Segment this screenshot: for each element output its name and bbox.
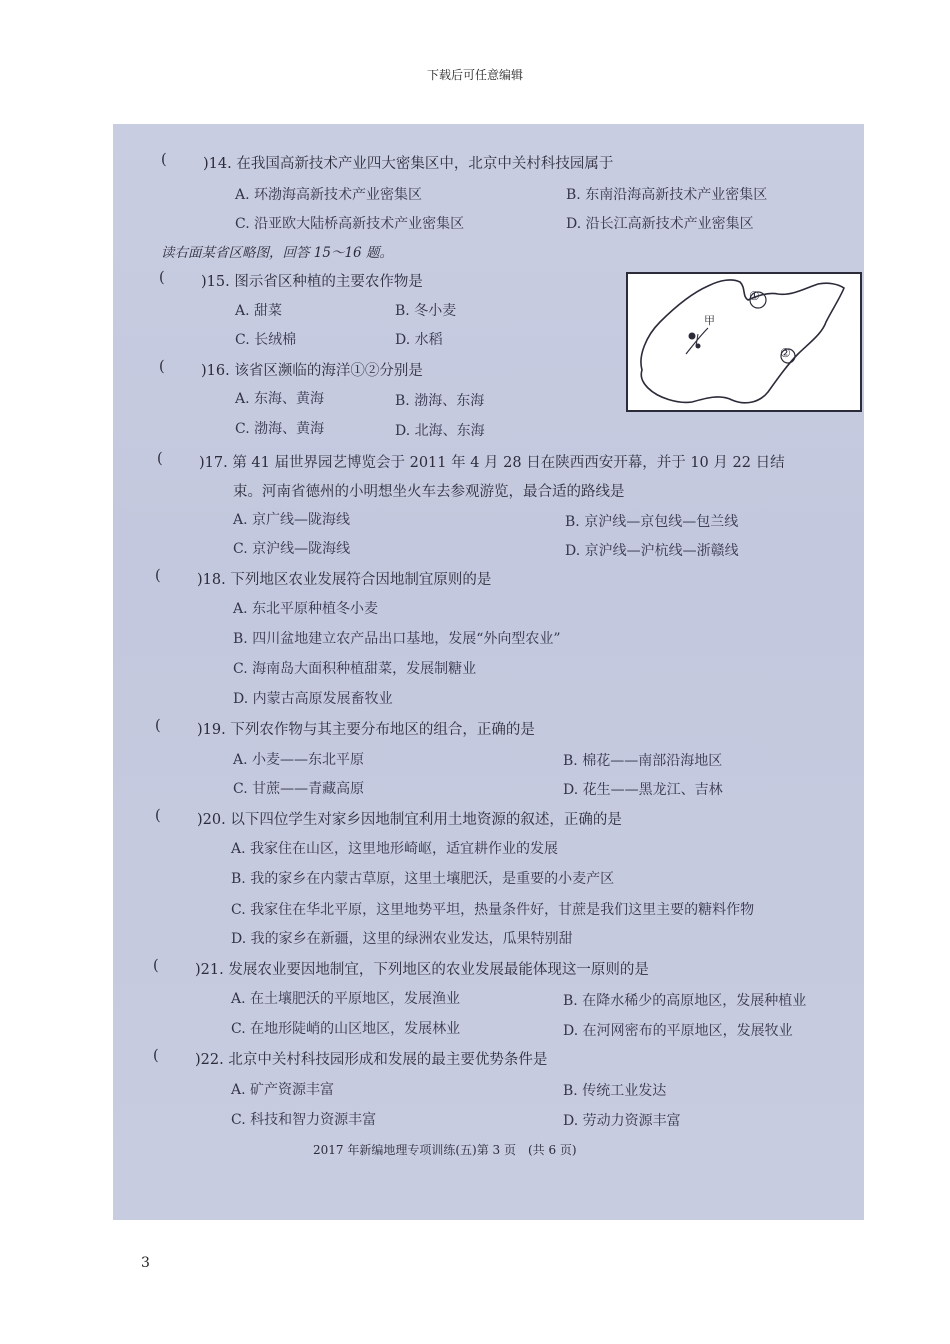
q21-option-b: B. 在降水稀少的高原地区，发展种植业 <box>563 993 807 1009</box>
q15-option-a: A. 甜菜 <box>235 303 283 319</box>
q21-option-d: D. 在河网密布的平原地区，发展牧业 <box>563 1023 793 1039</box>
q20-option-d: D. 我的家乡在新疆，这里的绿洲农业发达，瓜果特别甜 <box>231 931 573 947</box>
q17-option-a: A. 京广线—陇海线 <box>233 512 351 528</box>
map-label-2: ② <box>780 346 791 360</box>
q22-option-d: D. 劳动力资源丰富 <box>563 1113 681 1129</box>
q22-stem: )22. 北京中关村科技园形成和发展的最主要优势条件是 <box>195 1052 548 1068</box>
q19-paren: ( <box>155 718 161 734</box>
q19-option-d: D. 花生——黑龙江、吉林 <box>563 782 723 798</box>
province-map <box>626 272 862 412</box>
q21-option-a: A. 在土壤肥沃的平原地区，发展渔业 <box>231 991 461 1007</box>
q16-paren: ( <box>159 359 165 375</box>
q14-paren: ( <box>161 152 167 168</box>
q17-option-b: B. 京沪线—京包线—包兰线 <box>565 514 739 530</box>
q14-stem: )14. 在我国高新技术产业四大密集区中，北京中关村科技园属于 <box>203 156 614 172</box>
q17-option-c: C. 京沪线—陇海线 <box>233 541 351 557</box>
intro-15-16: 读右面某省区略图，回答 15～16 题。 <box>161 245 393 261</box>
q20-paren: ( <box>155 808 161 824</box>
q20-option-c: C. 我家住在华北平原，这里地势平坦，热量条件好，甘蔗是我们这里主要的糖料作物 <box>231 902 755 918</box>
q15-option-d: D. 水稻 <box>395 332 443 348</box>
q18-option-b: B. 四川盆地建立农产品出口基地，发展“外向型农业” <box>233 631 561 647</box>
q21-option-c: C. 在地形陡峭的山区地区，发展林业 <box>231 1021 461 1037</box>
city-point <box>689 333 696 340</box>
map-label-1: ① <box>749 289 760 303</box>
q22-paren: ( <box>153 1048 159 1064</box>
q20-option-b: B. 我的家乡在内蒙古草原，这里土壤肥沃，是重要的小麦产区 <box>231 871 615 887</box>
q18-option-a: A. 东北平原种植冬小麦 <box>233 601 379 617</box>
q18-paren: ( <box>155 568 161 584</box>
q17-stem-line2: 束。河南省德州的小明想坐火车去参观游览，最合适的路线是 <box>233 484 625 500</box>
q20-stem: )20. 以下四位学生对家乡因地制宜利用土地资源的叙述，正确的是 <box>197 812 622 828</box>
q15-stem: )15. 图示省区种植的主要农作物是 <box>201 274 423 290</box>
q17-option-d: D. 京沪线—沪杭线—浙赣线 <box>565 543 739 559</box>
q18-option-c: C. 海南岛大面积种植甜菜，发展制糖业 <box>233 661 477 677</box>
q16-option-a: A. 东海、黄海 <box>235 391 325 407</box>
q16-option-c: C. 渤海、黄海 <box>235 421 325 437</box>
q14-option-b: B. 东南沿海高新技术产业密集区 <box>566 187 768 203</box>
q21-stem: )21. 发展农业要因地制宜，下列地区的农业发展最能体现这一原则的是 <box>195 962 649 978</box>
q18-option-d: D. 内蒙古高原发展畜牧业 <box>233 691 393 707</box>
page-header: 下载后可任意编辑 <box>426 68 523 82</box>
q21-paren: ( <box>153 958 159 974</box>
q18-stem: )18. 下列地区农业发展符合因地制宜原则的是 <box>197 572 492 588</box>
exam-page-photo <box>113 124 864 1220</box>
q19-option-c: C. 甘蔗——青藏高原 <box>233 781 365 797</box>
exam-footer: 2017 年新编地理专项训练(五)第 3 页 (共 6 页) <box>313 1143 577 1157</box>
q20-option-a: A. 我家住在山区，这里地形崎岖，适宜耕作业的发展 <box>231 841 559 857</box>
q17-stem-line1: )17. 第 41 届世界园艺博览会于 2011 年 4 月 28 日在陕西西安开幕，并于 10 月 22 日结 <box>199 455 785 471</box>
q22-option-c: C. 科技和智力资源丰富 <box>231 1112 377 1128</box>
q15-paren: ( <box>159 270 165 286</box>
q19-option-a: A. 小麦——东北平原 <box>233 752 365 768</box>
page-number: 3 <box>141 1255 150 1271</box>
map-label-jia: 甲 <box>704 314 715 327</box>
q15-option-c: C. 长绒棉 <box>235 332 297 348</box>
q19-stem: )19. 下列农作物与其主要分布地区的组合，正确的是 <box>197 722 535 738</box>
q16-option-d: D. 北海、东海 <box>395 423 485 439</box>
q16-stem: )16. 该省区濒临的海洋①②分别是 <box>201 363 423 379</box>
q22-option-b: B. 传统工业发达 <box>563 1083 667 1099</box>
q14-option-a: A. 环渤海高新技术产业密集区 <box>235 187 423 203</box>
q15-option-b: B. 冬小麦 <box>395 303 457 319</box>
q22-option-a: A. 矿产资源丰富 <box>231 1082 335 1098</box>
q16-option-b: B. 渤海、东海 <box>395 393 485 409</box>
q17-paren: ( <box>157 451 163 467</box>
q14-option-d: D. 沿长江高新技术产业密集区 <box>566 216 754 232</box>
q14-option-c: C. 沿亚欧大陆桥高新技术产业密集区 <box>235 216 465 232</box>
province-outline <box>628 274 860 410</box>
q19-option-b: B. 棉花——南部沿海地区 <box>563 753 723 769</box>
